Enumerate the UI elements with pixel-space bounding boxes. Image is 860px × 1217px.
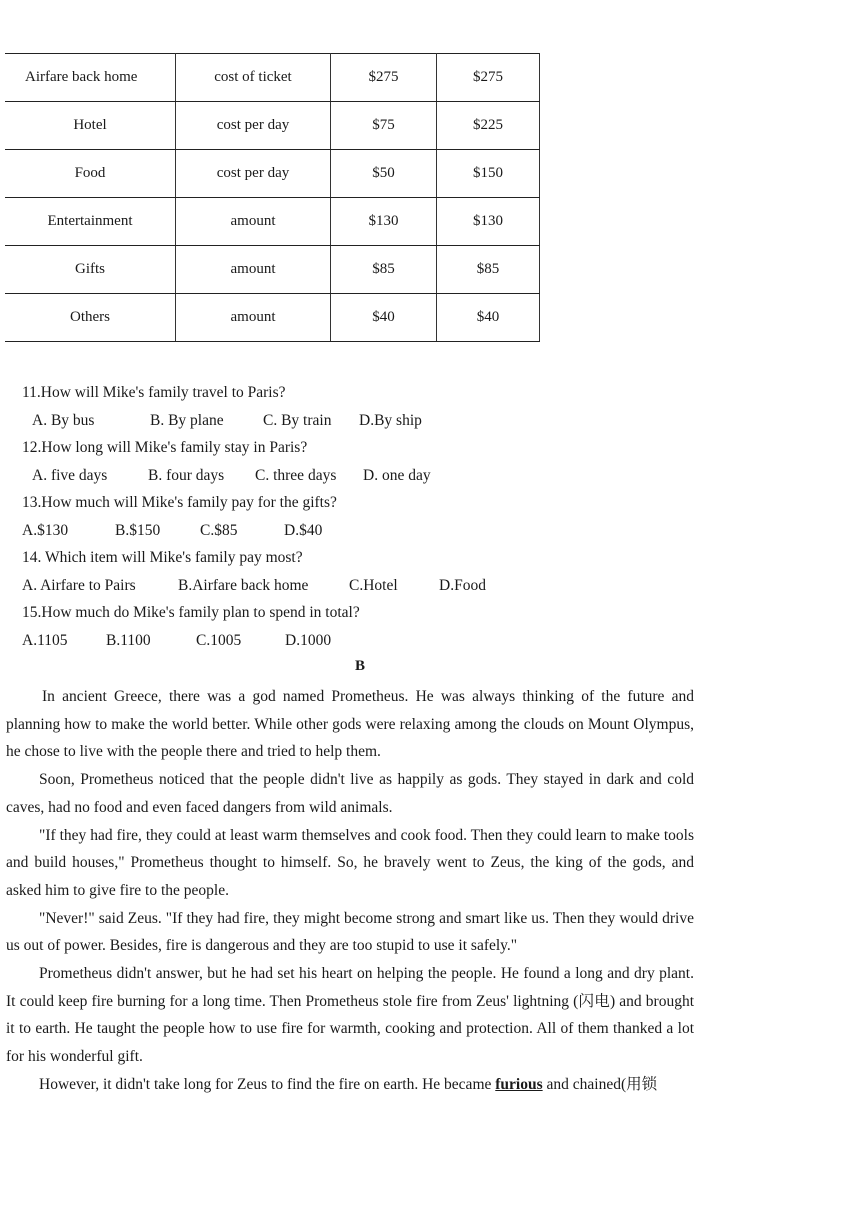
answer-options — [22, 572, 486, 600]
answer-option: C. By train — [263, 411, 332, 429]
table-cell: $85 — [331, 246, 437, 294]
table-row — [5, 294, 540, 342]
question-stem: 15.How much do Mike's family plan to spend in total? — [22, 604, 360, 621]
answer-option: B. four days — [148, 466, 225, 484]
passage-paragraph: In ancient Greece, there was a god named Prometheus. He was always thinking of the future and planning how to make the world better. While other gods were relaxing among the clouds on Mount Olympus, he chose to live with the people there and tried to help them. — [6, 688, 694, 761]
answer-options — [22, 627, 360, 655]
answer-option: A.1105 — [22, 631, 68, 649]
table-cell: amount — [176, 246, 331, 294]
passage-paragraph: However, it didn't take long for Zeus to find the fire on earth. He became furious and chained(用锁 — [39, 1075, 658, 1093]
answer-options — [22, 407, 422, 435]
table-cell: cost per day — [176, 102, 331, 150]
table-cell: Food — [5, 150, 176, 198]
reading-passage-b — [6, 683, 694, 1099]
answer-options — [22, 517, 360, 545]
table-cell: $40 — [437, 294, 540, 342]
answer-option: C.$85 — [200, 521, 238, 539]
answer-options — [22, 462, 431, 490]
answer-option: B.Airfare back home — [178, 576, 309, 594]
table-row — [5, 54, 540, 102]
table-cell: $130 — [437, 198, 540, 246]
table-cell: $50 — [331, 150, 437, 198]
table-cell: Airfare back home — [5, 54, 176, 102]
table-cell: $40 — [331, 294, 437, 342]
table-cell: $275 — [331, 54, 437, 102]
answer-option: A.$130 — [22, 521, 69, 539]
table-cell: Others — [5, 294, 176, 342]
table-row — [5, 246, 540, 294]
answer-option: D.1000 — [285, 631, 332, 649]
question-list — [22, 379, 486, 654]
table-cell: Entertainment — [5, 198, 176, 246]
table-cell: $225 — [437, 102, 540, 150]
table-cell: $75 — [331, 102, 437, 150]
answer-option: C. three days — [255, 466, 337, 484]
table-row — [5, 150, 540, 198]
budget-table — [5, 53, 540, 342]
table-cell: $130 — [331, 198, 437, 246]
table-cell: Gifts — [5, 246, 176, 294]
section-heading-b: B — [354, 658, 365, 674]
answer-option: D.$40 — [284, 521, 323, 539]
table-cell: Hotel — [5, 102, 176, 150]
answer-option: A. five days — [32, 466, 108, 484]
answer-option: B.$150 — [115, 521, 161, 539]
answer-option: B. By plane — [150, 411, 224, 429]
table-cell: $275 — [437, 54, 540, 102]
table-row — [5, 198, 540, 246]
answer-option: A. Airfare to Pairs — [22, 576, 136, 594]
question-stem: 12.How long will Mike's family stay in Paris? — [22, 439, 308, 456]
passage-paragraph: "If they had fire, they could at least warm themselves and cook food. Then they could learn to make tools and build houses," Prometheus thought to himself. So, he bravely went to Zeus, the king of the gods, and asked him to give fire to the people. — [6, 826, 694, 899]
table-cell: cost of ticket — [176, 54, 331, 102]
answer-option: D.Food — [439, 576, 486, 594]
answer-option: C.Hotel — [349, 576, 398, 594]
answer-option: C.1005 — [196, 631, 242, 649]
table-cell: amount — [176, 294, 331, 342]
table-cell: amount — [176, 198, 331, 246]
answer-option: B.1100 — [106, 631, 151, 649]
question-stem: 13.How much will Mike's family pay for the gifts? — [22, 494, 337, 511]
underlined-word: furious — [495, 1075, 543, 1093]
table-cell: $85 — [437, 246, 540, 294]
answer-option: D.By ship — [359, 411, 422, 429]
question-stem: 11.How will Mike's family travel to Paris? — [22, 384, 286, 401]
passage-paragraph: Prometheus didn't answer, but he had set his heart on helping the people. He found a long and dry plant. It could keep fire burning for a long time. Then Prometheus stole fire from Zeus' lightning (闪电) and brought it to earth. He taught the people how to use fire for warmth, cooking and protection. All of them thanked a lot for his wonderful gift. — [6, 965, 694, 1066]
table-row — [5, 102, 540, 150]
answer-option: A. By bus — [32, 411, 95, 429]
question-stem: 14. Which item will Mike's family pay most? — [22, 549, 303, 566]
table-cell: $150 — [437, 150, 540, 198]
answer-option: D. one day — [363, 466, 431, 484]
table-cell: cost per day — [176, 150, 331, 198]
passage-paragraph: Soon, Prometheus noticed that the people didn't live as happily as gods. They stayed in dark and cold caves, had no food and even faced dangers from wild animals. — [6, 771, 694, 816]
passage-paragraph: "Never!" said Zeus. "If they had fire, they might become strong and smart like us. Then they would drive us out of power. Besides, fire is dangerous and they are too stupid to use it safely." — [6, 909, 694, 955]
